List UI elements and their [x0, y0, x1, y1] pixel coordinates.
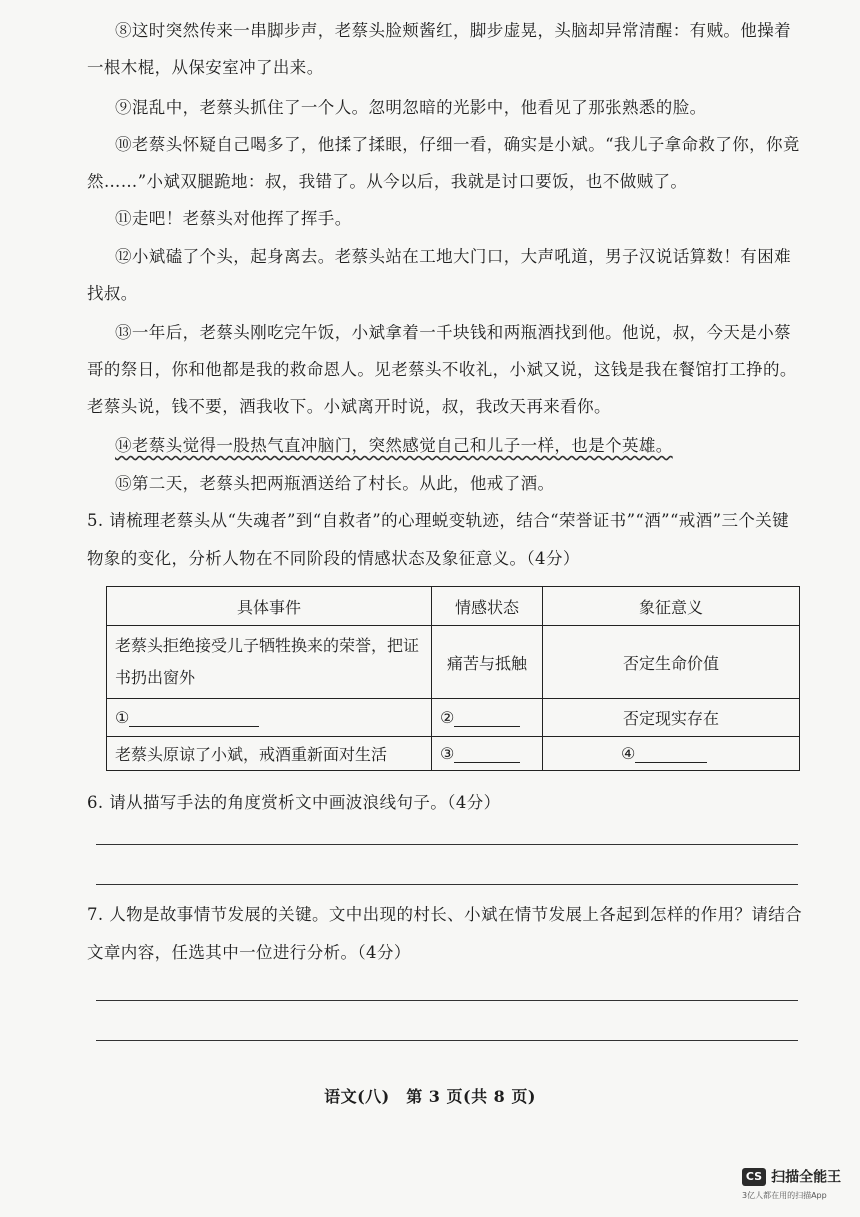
answer-blank-3[interactable] [454, 744, 520, 763]
header-event: 具体事件 [107, 587, 432, 626]
question-7: 7. 人物是故事情节发展的关键。文中出现的村长、小斌在情节发展上各起到怎样的作用？请结合文章内容，任选其中一位进行分析。（4分） [87, 905, 803, 962]
paragraph-10: ⑩老蔡头怀疑自己喝多了，他揉了揉眼，仔细一看，确实是小斌。“我儿子拿命救了你，你竟然……”小斌双腿跪地：叔，我错了。从今以后，我就是讨口要饭，也不做贼了。 [87, 135, 800, 191]
cell-event-3: 老蔡头原谅了小斌，戒酒重新面对生活 [107, 737, 432, 771]
paragraph-15: ⑮第二天，老蔡头把两瓶酒送给了村长。从此，他戒了酒。 [115, 474, 555, 493]
cell-symbol-1: 否定生命价值 [543, 626, 800, 699]
answer-line-6a[interactable] [96, 844, 798, 845]
blank-marker-1: ① [115, 708, 130, 727]
blank-marker-3: ③ [440, 744, 455, 763]
cell-event-2[interactable] [107, 699, 432, 737]
paragraph-12: ⑫小斌磕了个头，起身离去。老蔡头站在工地大门口，大声吼道，男子汉说话算数！有困难找叔。 [87, 247, 791, 303]
answer-blank-4[interactable] [635, 744, 707, 763]
cell-symbol-2: 否定现实存在 [543, 699, 800, 737]
camscanner-logo-icon: CS [742, 1168, 766, 1186]
blank-marker-2: ② [440, 708, 455, 727]
scanner-watermark [742, 1166, 841, 1201]
paragraph-13: ⑬一年后，老蔡头刚吃完午饭，小斌拿着一千块钱和两瓶酒找到他。他说，叔，今天是小蔡哥的祭日，你和他都是我的救命恩人。见老蔡头不收礼，小斌又说，这钱是我在餐馆打工挣的。老蔡头说，钱不要，酒我收下。小斌离开时说，叔，我改天再来看你。 [87, 323, 797, 416]
paragraph-14-wavy: ⑭老蔡头觉得一股热气直冲脑门，突然感觉自己和儿子一样，也是个英雄。 [115, 436, 673, 455]
cell-emotion-1: 痛苦与抵触 [432, 626, 543, 699]
blank-marker-4: ④ [621, 744, 636, 763]
page-footer: 语文(八) 第 3 页(共 8 页) [324, 1087, 536, 1106]
question-6: 6. 请从描写手法的角度赏析文中画波浪线句子。（4分） [87, 793, 501, 812]
answer-blank-2[interactable] [454, 708, 520, 727]
paragraph-11: ⑪走吧！老蔡头对他挥了挥手。 [115, 209, 352, 228]
cell-emotion-2[interactable] [432, 699, 543, 737]
cell-event-1: 老蔡头拒绝接受儿子牺牲换来的荣誉，把证书扔出窗外 [107, 626, 432, 699]
cell-symbol-3[interactable] [543, 737, 800, 771]
answer-line-6b[interactable] [96, 884, 798, 885]
header-emotion: 情感状态 [432, 587, 543, 626]
answer-line-7a[interactable] [96, 1000, 798, 1001]
brand-tagline: 3亿人都在用的扫描App [742, 1190, 827, 1200]
paragraph-9: ⑨混乱中，老蔡头抓住了一个人。忽明忽暗的光影中，他看见了那张熟悉的脸。 [115, 98, 707, 117]
events-table [106, 586, 800, 771]
question-5: 5. 请梳理老蔡头从“失魂者”到“自救者”的心理蜕变轨迹，结合“荣誉证书”“酒”“戒酒”三个关键物象的变化，分析人物在不同阶段的情感状态及象征意义。（4分） [87, 511, 790, 568]
answer-line-7b[interactable] [96, 1040, 798, 1041]
cell-emotion-3[interactable] [432, 737, 543, 771]
header-symbol: 象征意义 [543, 587, 800, 626]
brand-name: 扫描全能王 [771, 1169, 842, 1186]
paragraph-8: ⑧这时突然传来一串脚步声，老蔡头脸颊酱红，脚步虚晃，头脑却异常清醒：有贼。他操着一根木棍，从保安室冲了出来。 [87, 21, 791, 77]
answer-blank-1[interactable] [129, 708, 259, 727]
